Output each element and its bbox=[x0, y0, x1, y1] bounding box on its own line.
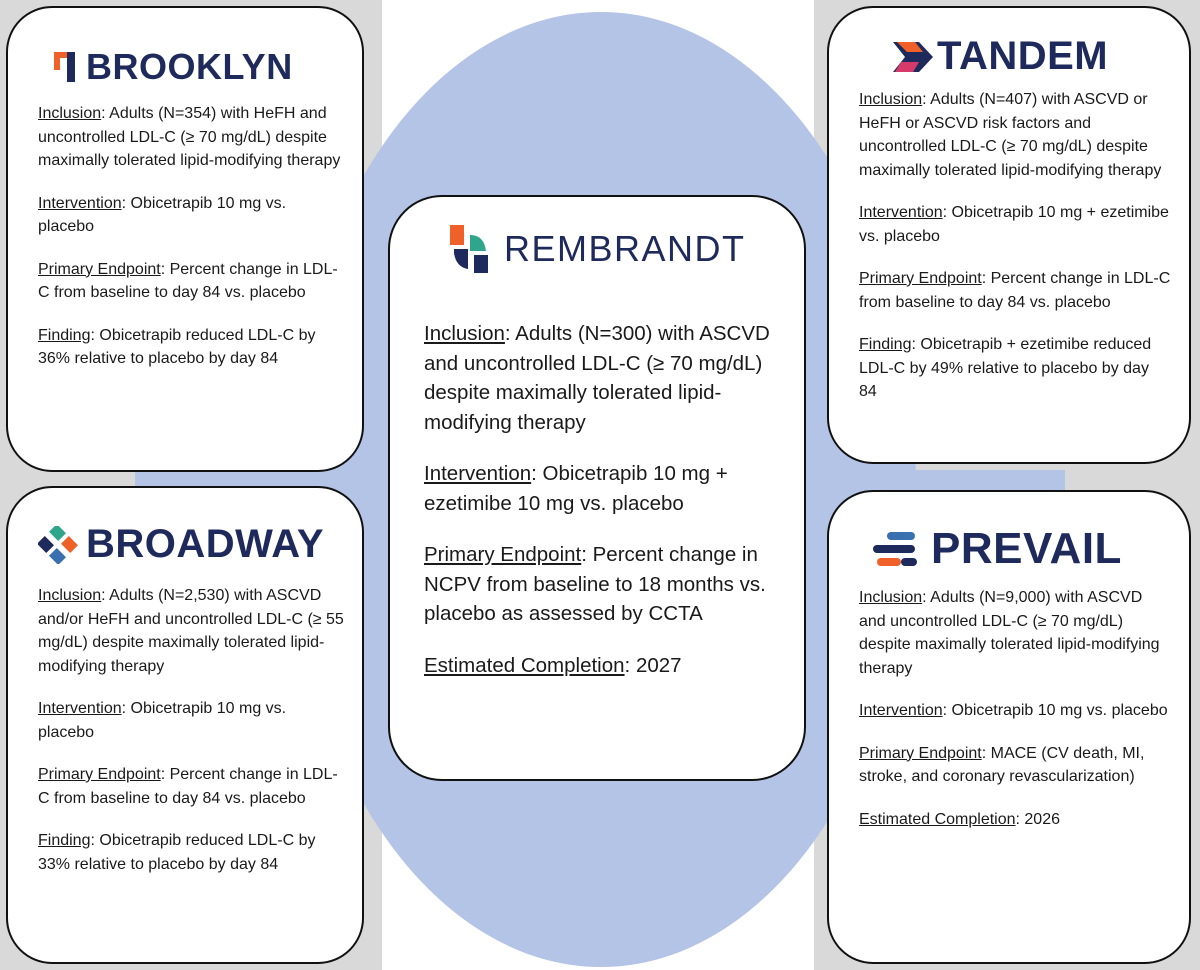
intervention-text: : Obicetrapib 10 mg vs. placebo bbox=[38, 194, 287, 235]
inclusion-label: Inclusion bbox=[38, 105, 102, 122]
endpoint-text: : Percent change in LDL-C from baseline to day 84 vs. placebo bbox=[859, 270, 1171, 311]
prevail-inclusion bbox=[859, 586, 1171, 680]
finding-label: Finding bbox=[859, 336, 912, 353]
endpoint-text: : Percent change in LDL-C from baseline to day 84 vs. placebo bbox=[38, 766, 338, 807]
brooklyn-logo-text: BROOKLYN bbox=[86, 46, 293, 88]
rembrandt-logo-text: REMBRANDT bbox=[504, 228, 746, 270]
broadway-intervention bbox=[38, 697, 344, 744]
tandem-card bbox=[827, 6, 1191, 464]
broadway-inclusion bbox=[38, 584, 344, 678]
brooklyn-card bbox=[6, 6, 364, 472]
finding-text: : Obicetrapib reduced LDL-C by 33% relative to placebo by day 84 bbox=[38, 832, 316, 873]
endpoint-label: Primary Endpoint bbox=[38, 260, 161, 278]
broadway-card bbox=[6, 486, 364, 964]
prevail-intervention bbox=[859, 699, 1171, 723]
endpoint-label: Primary Endpoint bbox=[38, 766, 161, 783]
endpoint-text: : MACE (CV death, MI, stroke, and coronary revascularization) bbox=[859, 744, 1145, 785]
intervention-label: Intervention bbox=[38, 194, 122, 212]
completion-text: : 2027 bbox=[624, 653, 682, 677]
brooklyn-intervention bbox=[38, 192, 344, 239]
rembrandt-logo bbox=[448, 223, 778, 275]
intervention-text: : Obicetrapib 10 mg + ezetimibe vs. placebo bbox=[859, 204, 1169, 245]
completion-label: Estimated Completion bbox=[859, 810, 1016, 828]
inclusion-text: : Adults (N=9,000) with ASCVD and uncontrolled LDL-C (≥ 70 mg/dL) despite maximally tolerated lipid-modifying therapy bbox=[859, 589, 1160, 677]
brooklyn-endpoint bbox=[38, 258, 344, 305]
prevail-logo bbox=[873, 524, 1171, 574]
finding-label: Finding bbox=[38, 832, 91, 849]
broadway-logo bbox=[38, 522, 344, 567]
inclusion-text: : Adults (N=2,530) with ASCVD and/or HeFH and uncontrolled LDL-C (≥ 55 mg/dL) despite maximally tolerated lipid-modifying therapy bbox=[38, 587, 344, 675]
tandem-logo-icon bbox=[893, 42, 937, 72]
rembrandt-completion bbox=[424, 651, 778, 681]
intervention-text: : Obicetrapib 10 mg vs. placebo bbox=[942, 702, 1168, 719]
tandem-endpoint bbox=[859, 267, 1171, 314]
rembrandt-logo-icon bbox=[448, 223, 492, 275]
intervention-label: Intervention bbox=[424, 462, 532, 485]
inclusion-label: Inclusion bbox=[859, 91, 923, 108]
rembrandt-inclusion bbox=[424, 319, 778, 437]
tandem-logo-text: TANDEM bbox=[937, 34, 1109, 79]
tandem-inclusion bbox=[859, 88, 1171, 182]
broadway-endpoint bbox=[38, 763, 344, 810]
prevail-card bbox=[827, 490, 1191, 964]
endpoint-text: : Percent change in LDL-C from baseline to day 84 vs. placebo bbox=[38, 260, 338, 301]
brooklyn-inclusion bbox=[38, 102, 344, 173]
tandem-logo bbox=[893, 34, 1171, 79]
intervention-text: : Obicetrapib 10 mg vs. placebo bbox=[38, 700, 287, 741]
finding-label: Finding bbox=[38, 326, 91, 344]
brooklyn-logo-icon bbox=[54, 52, 78, 82]
rembrandt-endpoint bbox=[424, 540, 778, 629]
endpoint-label: Primary Endpoint bbox=[859, 270, 982, 287]
tandem-intervention bbox=[859, 201, 1171, 248]
broadway-logo-text: BROADWAY bbox=[86, 522, 325, 567]
inclusion-text: : Adults (N=354) with HeFH and uncontrolled LDL-C (≥ 70 mg/dL) despite maximally tolerated lipid-modifying therapy bbox=[38, 105, 341, 169]
prevail-logo-text: PREVAIL bbox=[931, 524, 1122, 574]
brooklyn-logo bbox=[54, 46, 344, 88]
inclusion-label: Inclusion bbox=[859, 589, 923, 606]
inclusion-label: Inclusion bbox=[424, 322, 505, 345]
completion-text: : 2026 bbox=[1015, 810, 1060, 828]
inclusion-text: : Adults (N=407) with ASCVD or HeFH or ASCVD risk factors and uncontrolled LDL-C (≥ 70 mg/dL) despite maximally tolerated lipid-modifying therapy bbox=[859, 91, 1162, 179]
prevail-endpoint bbox=[859, 742, 1171, 789]
completion-label: Estimated Completion bbox=[424, 653, 625, 677]
finding-text: : Obicetrapib + ezetimibe reduced LDL-C by 49% relative to placebo by day 84 bbox=[859, 336, 1152, 400]
prevail-logo-icon bbox=[873, 532, 919, 566]
prevail-completion bbox=[859, 808, 1171, 832]
brooklyn-finding bbox=[38, 324, 344, 371]
rembrandt-card bbox=[388, 195, 806, 781]
broadway-finding bbox=[38, 829, 344, 876]
finding-text: : Obicetrapib reduced LDL-C by 36% relative to placebo by day 84 bbox=[38, 326, 316, 367]
intervention-label: Intervention bbox=[859, 204, 943, 221]
inclusion-text: : Adults (N=300) with ASCVD and uncontrolled LDL-C (≥ 70 mg/dL) despite maximally tolerated lipid-modifying therapy bbox=[424, 322, 770, 434]
endpoint-text: : Percent change in NCPV from baseline to 18 months vs. placebo as assessed by CCTA bbox=[424, 543, 766, 625]
intervention-text: : Obicetrapib 10 mg + ezetimibe 10 mg vs. placebo bbox=[424, 462, 728, 515]
rembrandt-intervention bbox=[424, 459, 778, 518]
intervention-label: Intervention bbox=[38, 700, 122, 717]
broadway-logo-icon bbox=[38, 526, 78, 564]
inclusion-label: Inclusion bbox=[38, 587, 102, 604]
tandem-finding bbox=[859, 333, 1171, 404]
endpoint-label: Primary Endpoint bbox=[424, 543, 582, 566]
intervention-label: Intervention bbox=[859, 702, 943, 719]
endpoint-label: Primary Endpoint bbox=[859, 744, 982, 762]
